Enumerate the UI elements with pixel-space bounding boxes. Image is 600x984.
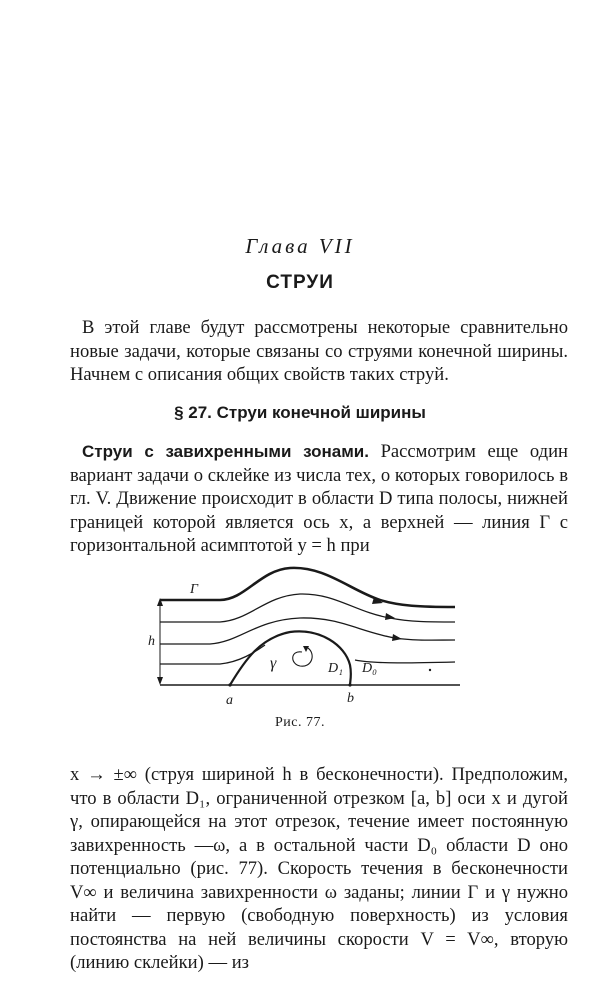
label-gamma-upper: Г xyxy=(190,582,198,597)
point-b xyxy=(348,683,351,686)
stray-dot xyxy=(429,669,431,671)
runin-heading: Струи с завихренными зонами. xyxy=(82,442,369,461)
label-b: b xyxy=(347,691,354,706)
gamma-arc xyxy=(230,631,351,685)
paragraph-1 xyxy=(70,440,568,558)
flow-arrow-3 xyxy=(392,634,402,641)
label-d1: D₁ xyxy=(328,661,343,676)
chapter-label: Глава VII xyxy=(245,234,355,258)
h-arrow-bottom xyxy=(157,677,163,685)
figure-caption: Рис. 77. xyxy=(275,715,325,730)
label-h: h xyxy=(148,634,155,649)
label-gamma-lower: γ xyxy=(270,655,277,672)
section-title: § 27. Струи конечной ширины xyxy=(174,403,426,422)
point-a xyxy=(228,683,231,686)
vortex-swirl xyxy=(293,648,312,666)
paragraph-1-text: Рассмотрим еще один вариант задачи о склейке из числа тех, о которых говорилось в гл. V. Движение происходит в области D типа полосы, нижней границей которой является ось x, а верхней — линия Г с горизонтальной асимптотой y = h при xyxy=(70,441,568,556)
paragraph-2: x → ±∞ (струя шириной h в бесконечности). Предположим, что в области D₁, ограниченной отрезком [a, b] оси x и дугой γ, опирающейся на этот отрезок, течение имеет постоянную завихренность —ω, а в остальной части D₀ области D оно потенциально (рис. 77). Скорость течения в бесконечности V∞ и величина завихренности ω заданы; линии Г и γ нужно найти — первую (свободную поверхность) из условия постоянства на ней величины скорости V = V∞, вторую (линию склейки) — из xyxy=(70,764,568,973)
label-a: a xyxy=(226,693,233,708)
vortex-arrow xyxy=(303,646,309,652)
label-d0: D₀ xyxy=(362,661,377,676)
figure-77 xyxy=(150,560,470,710)
streamline-3 xyxy=(160,645,265,664)
free-surface-curve xyxy=(160,568,455,607)
intro-paragraph: В этой главе будут рассмотрены некоторые сравнительно новые задачи, которые связаны со струями конечной ширины. Начнем с описания общих свойств таких струй. xyxy=(70,317,568,385)
chapter-title: СТРУИ xyxy=(266,272,334,293)
